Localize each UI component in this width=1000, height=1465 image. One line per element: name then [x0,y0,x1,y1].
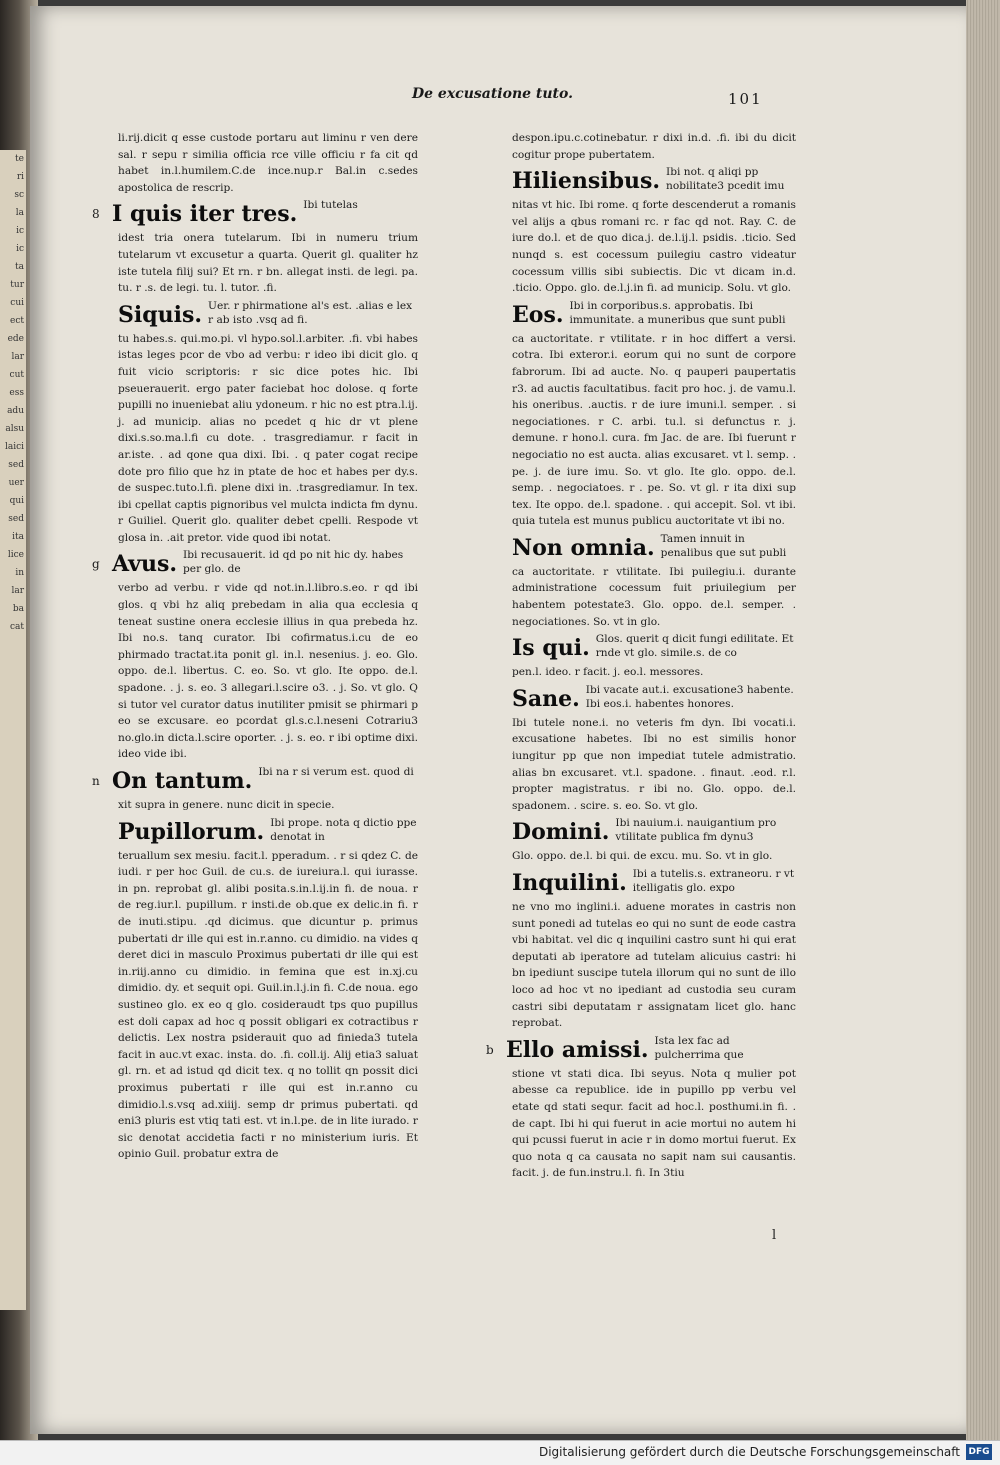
margin-fragment: ta [15,262,24,272]
left-intro: li.rij.dicit q esse custode portaru aut liminu r ven dere sal. r sepu r similia officia rce ville officiu r fa cit qd habet in.l.humilem.C.de ince.nup.r Bal.in c.sedes apostolica de rescrip. [118,132,418,194]
margin-fragment: cat [9,622,24,632]
lemma-note: Ibi not. q aliqi pp nobilitate3 pcedit imu [666,166,785,193]
margin-fragment: sed [8,514,24,524]
text-section [486,1034,796,1182]
section-body: tu habes.s. qui.mo.pi. vl hypo.sol.l.arbiter. .fi. vbi habes istas leges pcor de vbo ad verbu: r ideo ibi dicit glo. q fuit vicio scriptoris: r sic dice potes hic. Ibi pseuerauerit. ergo pater faciebat hoc dolose. q forte pupilli no inueniebat aliu ydoneum. r hic no est ptra.l.ij. j. ad municip. alias no pcedet q hic dr vt plene dixi.s.so.ma.l.fi cu dote. . trasgrediamur. r facit in ar.iste. . ad qone qua dixi. Ibi. . q pater cogat recipe dote pro filio que hz in ptate de hoc et habes per dy.s. de suspec.tuto.l.fi. plene dixi in. .trasgrediamur. In tex. ibi cpellat captis pignoribus vel mulcta indicta fm dynu. r Guiliel. Querit glo. qualiter debet cpelli. Respode vt glosa in. .ait pretor. vide quod ibi notat. [118,332,418,544]
section-body: Ibi tutele none.i. no veteris fm dyn. Ibi vocati.i. excusatione habetes. Ibi no est similis honor iungitur pp que non impediat tutele admistratio. alias bn excusaret. vt.l. spadone. . finaut. .eod. r.l. propter magistratus. r ibi no. Glo. oppo. de.l. spadonem. . scire. s. eo. So. vt glo. [512,716,796,812]
marginal-letter: g [92,557,100,572]
lemma-heading: Sane. [512,685,580,712]
lemma-note: Ibi nauium.i. nauigantium pro vtilitate publica fm dynu3 [615,817,777,844]
margin-fragment: cut [9,370,24,380]
lemma-note: Ibi recusauerit. id qd po nit hic dy. habes per glo. de [183,549,404,576]
margin-fragment: tur [10,280,24,290]
text-section [92,548,418,763]
lemma-note: Uer. r phirmatione al's est. .alias e lex r ab isto .vsq ad fi. [208,299,413,326]
margin-fragment: ect [10,316,24,326]
margin-fragment: sc [14,190,24,200]
margin-fragment: laici [4,442,24,452]
margin-fragment: ess [9,388,24,398]
section-body: stione vt stati dica. Ibi seyus. Nota q mulier pot abesse ca republice. ide in pupillo pp verbu vel etate qd stati sequr. facit ad hoc.l. posthumi.in fi. . de capt. Ibi hi qui fuerut in acie mortui no autem hi qui pcussi fuerut in acie r in domo mortui fuerut. Ex quo nota q ca causata no sapit nam sui causantis. facit. j. de fun.instru.l. fi. In 3tiu [512,1067,796,1180]
lemma-note: Ibi vacate aut.i. excusatione3 habente. Ibi eos.i. habentes honores. [585,683,794,710]
marginal-letter: 8 [92,207,100,222]
section-body: teruallum sex mesiu. facit.l. pperadum. . r si qdez C. de iudi. r per hoc Guil. de cu.s. de iureiura.l. qui iurasse. in pn. reprobat gl. alibi posita.s.in.l.ij.in fi. de noua. r de reg.iur.l. pupillum. r insti.de ob.que ex delic.in fi. r de inuti.stipu. .qd dicimus. que dicuntur p. primus pubertati dr ille qui est in.r.anno. cu dimidio. na vides q deret dici in masculo Proximus pubertati dr ille qui est in.riij.anno cu dimidio. in femina que est in.xj.cu dimidio. dy. et sequit opi. Guil.in.l.j.in fi. C.de noua. ego sustineo glo. ex eo q glo. cosideraudt tps quo pupillus est doli capax ad hoc q possit obligari ex cotractibus r delictis. Lex nostra psiderauit quo ad finieda3 tutela facit in auc.vt exac. insta. do. .fi. coll.ij. Alij etia3 saluat gl. rn. et ad istud qd dicit tex. q no tollit qn possit dici proximus pubertati r ille qui est in.r.anno cu dimidio.l.s.vsq ad.xiiij. semp dr primus pubertati. qd eni3 pluris est vtiq tati est. vt in.l.pe. de in lite iurado. r sic denotat accidetia facti r no ministerium iuris. Et opinio Guil. probatur extra de [118,849,418,1161]
section-body: ca auctoritate. r vtilitate. r in hoc differt a versi. cotra. Ibi exteror.i. eorum qui no sunt de corpore fabrorum. Ibi ad aucte. No. q pauperi paupertatis r3. ad auctis facultatibus. facit pro hoc. j. de vamu.l. his oneribus. .auctis. r de iure imuni.l. semper. . si negociationes. r C. arbi. tu.l. si defunctus r. j. demune. r hono.l. cura. fm Jac. de are. Ibi fuerunt r negociatio no est aucta. alias excusaret. vt l. semp. . pe. j. de iure imu. So. vt glo. Ite glo. oppo. de.l. semp. . negociatoes. r . pe. So. vt gl. r ita dixi sup tex. Ite oppo. de.l. spadone. . qui accepit. Sol. vt ibi. quia tutela est munus publicu auctoritate vt ibi no. [512,332,796,528]
section-body: verbo ad verbu. r vide qd not.in.l.libro.s.eo. r qd ibi glos. q vbi hz aliq prebedam in alia qua ecclesia q teneat sustine onera ecclesie illius in qua prebeda hz. Ibi no.s. tanq curator. Ibi cofirmatus.i.cu de eo phirmado tractat.ita ponit gl. in.l. nesenius. j. eo. Glo. oppo. de.l. libertus. C. eo. So. vt glo. Ite oppo. de.l. spadone. . j. s. eo. 3 allegari.l.scire o3. . j. So. vt glo. Q si tutor vel curator datus inutiliter pmisit se phirmari p eo se excusare. eo pcordat gl.s.c.l.neseni Cotrariu3 no.glo.in dicta.l.scire oporter. . j. s. eo. r ibi optime dixi. ideo vide ibi. [118,582,418,761]
right-intro: despon.ipu.c.cotinebatur. r dixi in.d. .fi. ibi du dicit cogitur prope pubertatem. [512,132,796,161]
section-body: pen.l. ideo. r facit. j. eo.l. messores. [512,666,704,679]
margin-fragment: ic [16,226,24,236]
lemma-heading: Non omnia. [512,534,655,561]
margin-fragment: adu [7,406,24,416]
lemma-heading: Hiliensibus. [512,168,661,195]
section-body: ne vno mo inglini.i. aduene morates in castris non sunt ponedi ad tutelas eo qui no sunt de eode castra vbi habitat. vel dic q inquilini castro sunt hi qui erat deputati ab iperatore ad tutelam alicuius castri: hi bn ipediunt suscipe tutela illorum qui no sunt de illo loco ad hoc vt no ipediant ad custodia seu curam castri sibi deputatam r assignatam licet glo. hanc reprobat. [512,901,796,1030]
text-section [512,632,796,681]
text-section [512,299,796,530]
margin-fragment: in [15,568,24,578]
margin-fragment: lice [7,550,24,560]
margin-fragment: ita [12,532,24,542]
section-body: xit supra in genere. nunc dicit in specie. [118,799,335,811]
lemma-heading: Inquilini. [512,870,627,896]
section-body: idest tria onera tutelarum. Ibi in numeru trium tutelarum vt excusetur a quarta. Querit gl. qualiter hz iste tutela filij sui? Et rn. r bn. allegat insti. de legi. pa. tu. r .s. de legi. tu. l. tutor. .fi. [118,232,418,295]
lemma-heading: Siquis. [118,301,203,328]
lemma-heading: Pupillorum. [118,818,265,845]
text-section [512,532,796,630]
lemma-note: Ibi a tutelis.s. extraneoru. r vt itelligatis glo. expo [632,868,795,894]
margin-fragment: alsu [5,424,24,434]
text-section [512,683,796,815]
lemma-note: Ista lex fac ad pulcherrima que [654,1034,744,1061]
margin-fragment: uer [8,478,24,488]
margin-fragment: cui [10,298,24,308]
book-edge-right [966,0,1000,1440]
left-margin-strip [0,150,26,1310]
lemma-heading: Is qui. [512,635,590,662]
text-section [92,765,418,814]
lemma-note: Tamen innuit in penalibus que sut publi [660,532,787,559]
text-section [118,816,418,1163]
dfg-logo: DFG [966,1444,992,1460]
margin-fragment: sed [8,460,24,470]
margin-fragment: ba [12,604,24,614]
margin-fragment: lar [11,586,24,596]
lemma-heading: I quis iter tres. [112,201,298,228]
lemma-heading: Domini. [512,819,610,846]
lemma-note: Glos. querit q dicit fungi edilitate. Et rnde vt glo. simile.s. de co [595,633,794,660]
lemma-heading: Avus. [112,551,178,578]
lemma-note: Ibi tutelas [303,199,358,212]
footer-bar [0,1440,1000,1465]
section-body: ca auctoritate. r vtilitate. Ibi puilegiu.i. durante administratione cocessum fuit priuilegium per habentem potestate3. Glo. oppo. de.l. semper. . negociationes. So. vt in glo. [512,565,796,628]
text-section [512,165,796,297]
left-column [92,130,418,1164]
margin-fragment: ic [16,244,24,254]
marginal-letter: n [92,774,100,788]
text-section [512,867,796,1032]
signature-mark: l [772,1228,777,1243]
margin-fragment: la [15,208,24,218]
text-section [92,198,418,296]
lemma-heading: Ello amissi. [506,1036,649,1063]
section-body: nitas vt hic. Ibi rome. q forte descenderut a romanis vel alijs a qbus romani rc. r fac qd not. Ray. C. de iure do.l. et de quo dica.j. de.l.ij.l. psidis. .ticio. Sed nunqd s. est cocessum puilegiu castro videatur cocessum villis sibi subiectis. Dic vt dicam in.d. .ticio. Oppo. glo. de.l.j.in fi. ad municip. Solu. vt glo. [512,199,796,295]
folio-number: 101 [728,90,763,108]
margin-fragment: te [15,154,24,164]
section-body: Glo. oppo. de.l. bi qui. de excu. mu. So. vt in glo. [512,850,773,863]
margin-fragment: ede [7,334,24,344]
running-head: De excusatione tuto. [412,86,573,102]
lemma-note: Ibi prope. nota q dictio ppe denotat in [270,816,417,843]
lemma-heading: Eos. [512,301,564,328]
margin-fragment: ri [16,172,24,182]
text-section [118,299,418,547]
lemma-note: Ibi in corporibus.s. approbatis. Ibi immunitate. a muneribus que sunt publi [569,299,786,326]
right-column [486,130,796,1183]
lemma-note: Ibi na r si verum est. quod di [258,766,414,778]
marginal-letter: b [486,1042,494,1057]
footer-credit: Digitalisierung gefördert durch die Deutsche Forschungsgemeinschaft [538,1445,960,1459]
margin-fragment: qui [9,496,24,506]
lemma-heading: On tantum. [112,768,253,794]
text-section [512,816,796,865]
margin-fragment: lar [11,352,24,362]
